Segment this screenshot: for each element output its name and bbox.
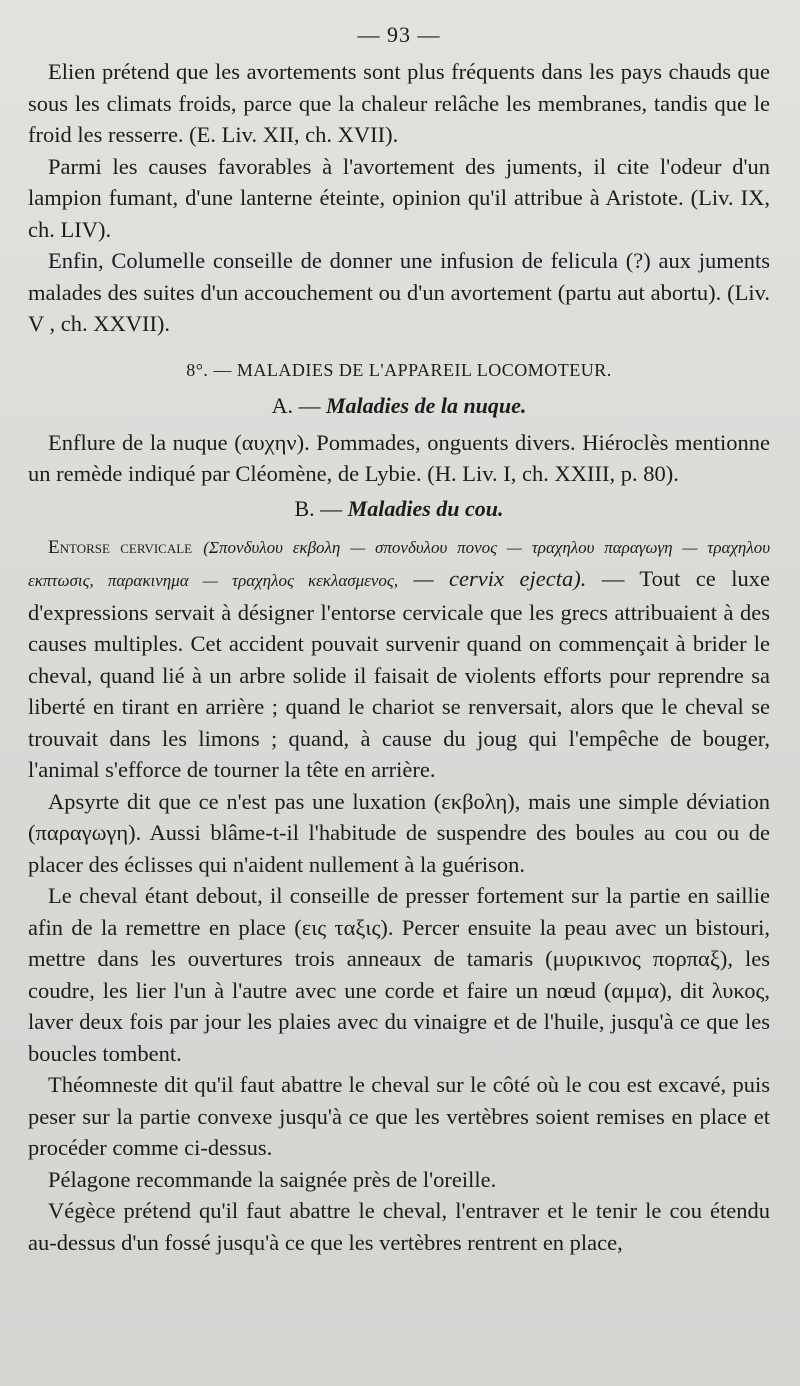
entorse-rest: — Tout ce luxe d'expressions servait à désigner l'entorse cervicale que les grecs attribuaient à des causes multiples. Cet accident pouvait survenir quand on commençait à brider le cheval, quand lié à un arbre solide il faisait de violents efforts pour reprendre sa liberté en tirant en arrière ; quand le chariot se renversait, alors que le cheval se trouvait dans les limons ; quand, à cause du joug qui l'empêche de bouger, l'animal s'efforce de tourner la tête en arrière. xyxy=(28,566,770,782)
paragraph-columelle: Enfin, Columelle conseille de donner une infusion de felicula (?) aux juments malades des suites d'un accouchement ou d'un avortement (partu aut abortu). (Liv. V , ch. XXVII). xyxy=(28,248,770,336)
paragraph-apsyrte: Apsyrte dit que ce n'est pas une luxation (εκβολη), mais une simple déviation (παραγωγη). Aussi blâme-t-il l'habitude de suspendre des boules au cou ou de placer des éclisses qui n'aident nullement à la guérison. xyxy=(28,788,770,877)
entorse-term: Entorse cervicale xyxy=(48,536,193,558)
subsection-b-heading xyxy=(28,496,770,522)
paragraph-pelagone: Pélagone recommande la saignée près de l'oreille. xyxy=(48,1166,497,1192)
subsection-b-letter: B. — xyxy=(294,495,343,521)
paragraph-cheval-debout: Le cheval étant debout, il conseille de presser fortement sur la partie en saillie afin de la remettre en place (εις ταξις). Percer ensuite la peau avec un bistouri, mettre dans les ouvertures trois anneaux de tamaris (μυρικινος πορπαξ), les coudre, les lier l'un à l'autre avec une corde et faire un nœud (αμμα), dit λυκος, laver deux fois par jour les plaies avec du vinaigre et de l'huile, jusqu'à ce que les boucles tombent. xyxy=(28,883,770,1066)
paragraph-causes: Parmi les causes favorables à l'avortement des juments, il cite l'odeur d'un lampion fumant, d'une lanterne éteinte, opinion qu'il attribue à Aristote. (Liv. IX, ch. LIV). xyxy=(28,153,770,242)
paragraph-nuque: Enflure de la nuque (αυχην). Pommades, onguents divers. Hiéroclès mentionne un remède indiqué par Cléomène, de Lybie. (H. Liv. I, ch. XXIII, p. 80). xyxy=(28,429,770,486)
subsection-a-heading xyxy=(28,393,770,419)
subsection-a-letter: A. — xyxy=(271,392,321,418)
section-heading: 8°. — MALADIES DE L'APPAREIL LOCOMOTEUR. xyxy=(186,359,612,380)
paragraph-elien: Elien prétend que les avortements sont plus fréquents dans les pays chauds que sous les climats froids, parce que la chaleur relâche les membranes, tandis que le froid les resserre. (E. Liv. XII, ch. XVII). xyxy=(28,59,770,147)
entorse-greek: (Σπονδυλου εκβολη — σπονδυλου πονος — τραχηλου παραγωγη — τραχηλου εκπτωσις, παρακινημα — τραχηλος κεκλασμενος, xyxy=(28,537,770,590)
subsection-b-title: Maladies du cou. xyxy=(347,495,504,521)
entorse-latin: — cervix ejecta). xyxy=(413,566,587,591)
page-number: — 93 — xyxy=(357,22,441,47)
subsection-a-title: Maladies de la nuque. xyxy=(325,392,527,418)
paragraph-vegece: Végèce prétend qu'il faut abattre le cheval, l'entraver et le tenir le cou étendu au-dessus d'un fossé jusqu'à ce que les vertèbres rentrent en place, xyxy=(28,1198,770,1255)
paragraph-entorse xyxy=(28,530,770,786)
paragraph-theomneste: Théomneste dit qu'il faut abattre le cheval sur le côté où le cou est excavé, puis peser sur la partie convexe jusqu'à ce que les vertèbres soient remises en place et procéder comme ci-dessus. xyxy=(28,1072,770,1160)
